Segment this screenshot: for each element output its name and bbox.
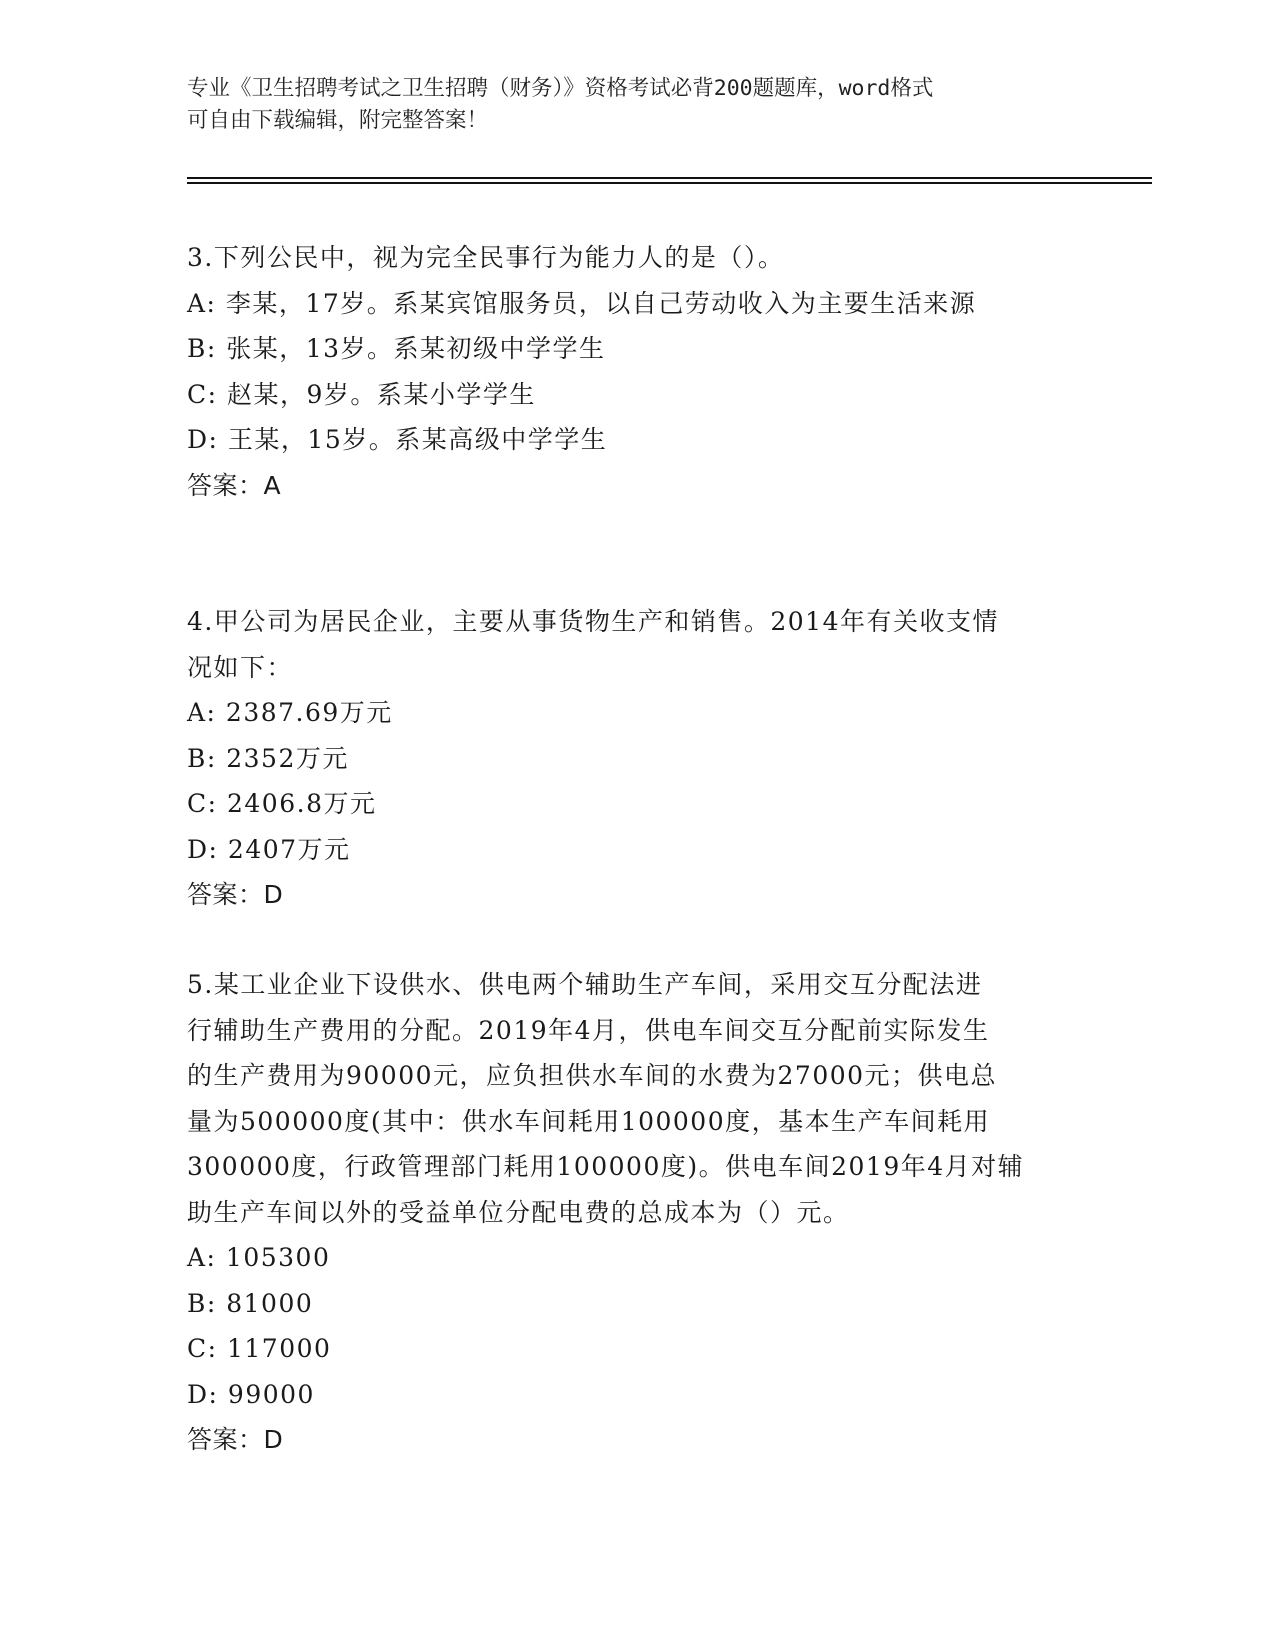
option-c: C: 赵某，9岁。系某小学学生 <box>187 379 536 409</box>
question-block <box>187 235 1087 508</box>
question-block <box>187 962 1087 1463</box>
header-divider-bottom <box>187 182 1152 184</box>
question-stem: 况如下： <box>187 652 294 682</box>
answer-line: 答案：A <box>187 470 282 500</box>
option-c: C: 2406.8万元 <box>187 789 377 818</box>
header-divider-top <box>187 177 1152 179</box>
question-stem: 助生产车间以外的受益单位分配电费的总成本为（）元。 <box>187 1197 850 1227</box>
answer-line: 答案：D <box>187 1425 284 1454</box>
question-stem: 3.下列公民中，视为完全民事行为能力人的是（）。 <box>187 243 785 272</box>
option-a: A: 105300 <box>187 1243 331 1272</box>
header-line-2: 可自由下载编辑，附完整答案！ <box>187 108 489 133</box>
option-b: B: 张某，13岁。系某初级中学学生 <box>187 334 606 363</box>
option-d: D: 99000 <box>187 1379 315 1409</box>
option-d: D: 2407万元 <box>187 834 351 864</box>
option-b: B: 81000 <box>187 1288 314 1318</box>
option-b: B: 2352万元 <box>187 743 349 773</box>
option-c: C: 117000 <box>187 1334 332 1363</box>
document-header <box>187 73 1087 137</box>
question-stem: 4.甲公司为居民企业，主要从事货物生产和销售。2014年有关收支情 <box>187 607 999 636</box>
question-stem: 量为500000度(其中：供水车间耗用100000度，基本生产车间耗用 <box>187 1106 991 1136</box>
question-stem: 行辅助生产费用的分配。2019年4月，供电车间交互分配前实际发生 <box>187 1015 990 1045</box>
option-a: A: 2387.69万元 <box>187 698 393 727</box>
option-d: D: 王某，15岁。系某高级中学学生 <box>187 425 608 454</box>
question-stem: 的生产费用为90000元，应负担供水车间的水费为27000元；供电总 <box>187 1061 998 1090</box>
question-stem: 5.某工业企业下设供水、供电两个辅助生产车间，采用交互分配法进 <box>187 970 983 999</box>
option-a: A: 李某，17岁。系某宾馆服务员，以自己劳动收入为主要生活来源 <box>187 288 977 318</box>
answer-line: 答案：D <box>187 880 284 909</box>
question-stem: 300000度，行政管理部门耗用100000度)。供电车间2019年4月对辅 <box>187 1152 1025 1181</box>
question-block <box>187 599 1087 918</box>
header-line-1: 专业《卫生招聘考试之卫生招聘（财务）》资格考试必背200题题库，word格式 <box>187 76 934 101</box>
